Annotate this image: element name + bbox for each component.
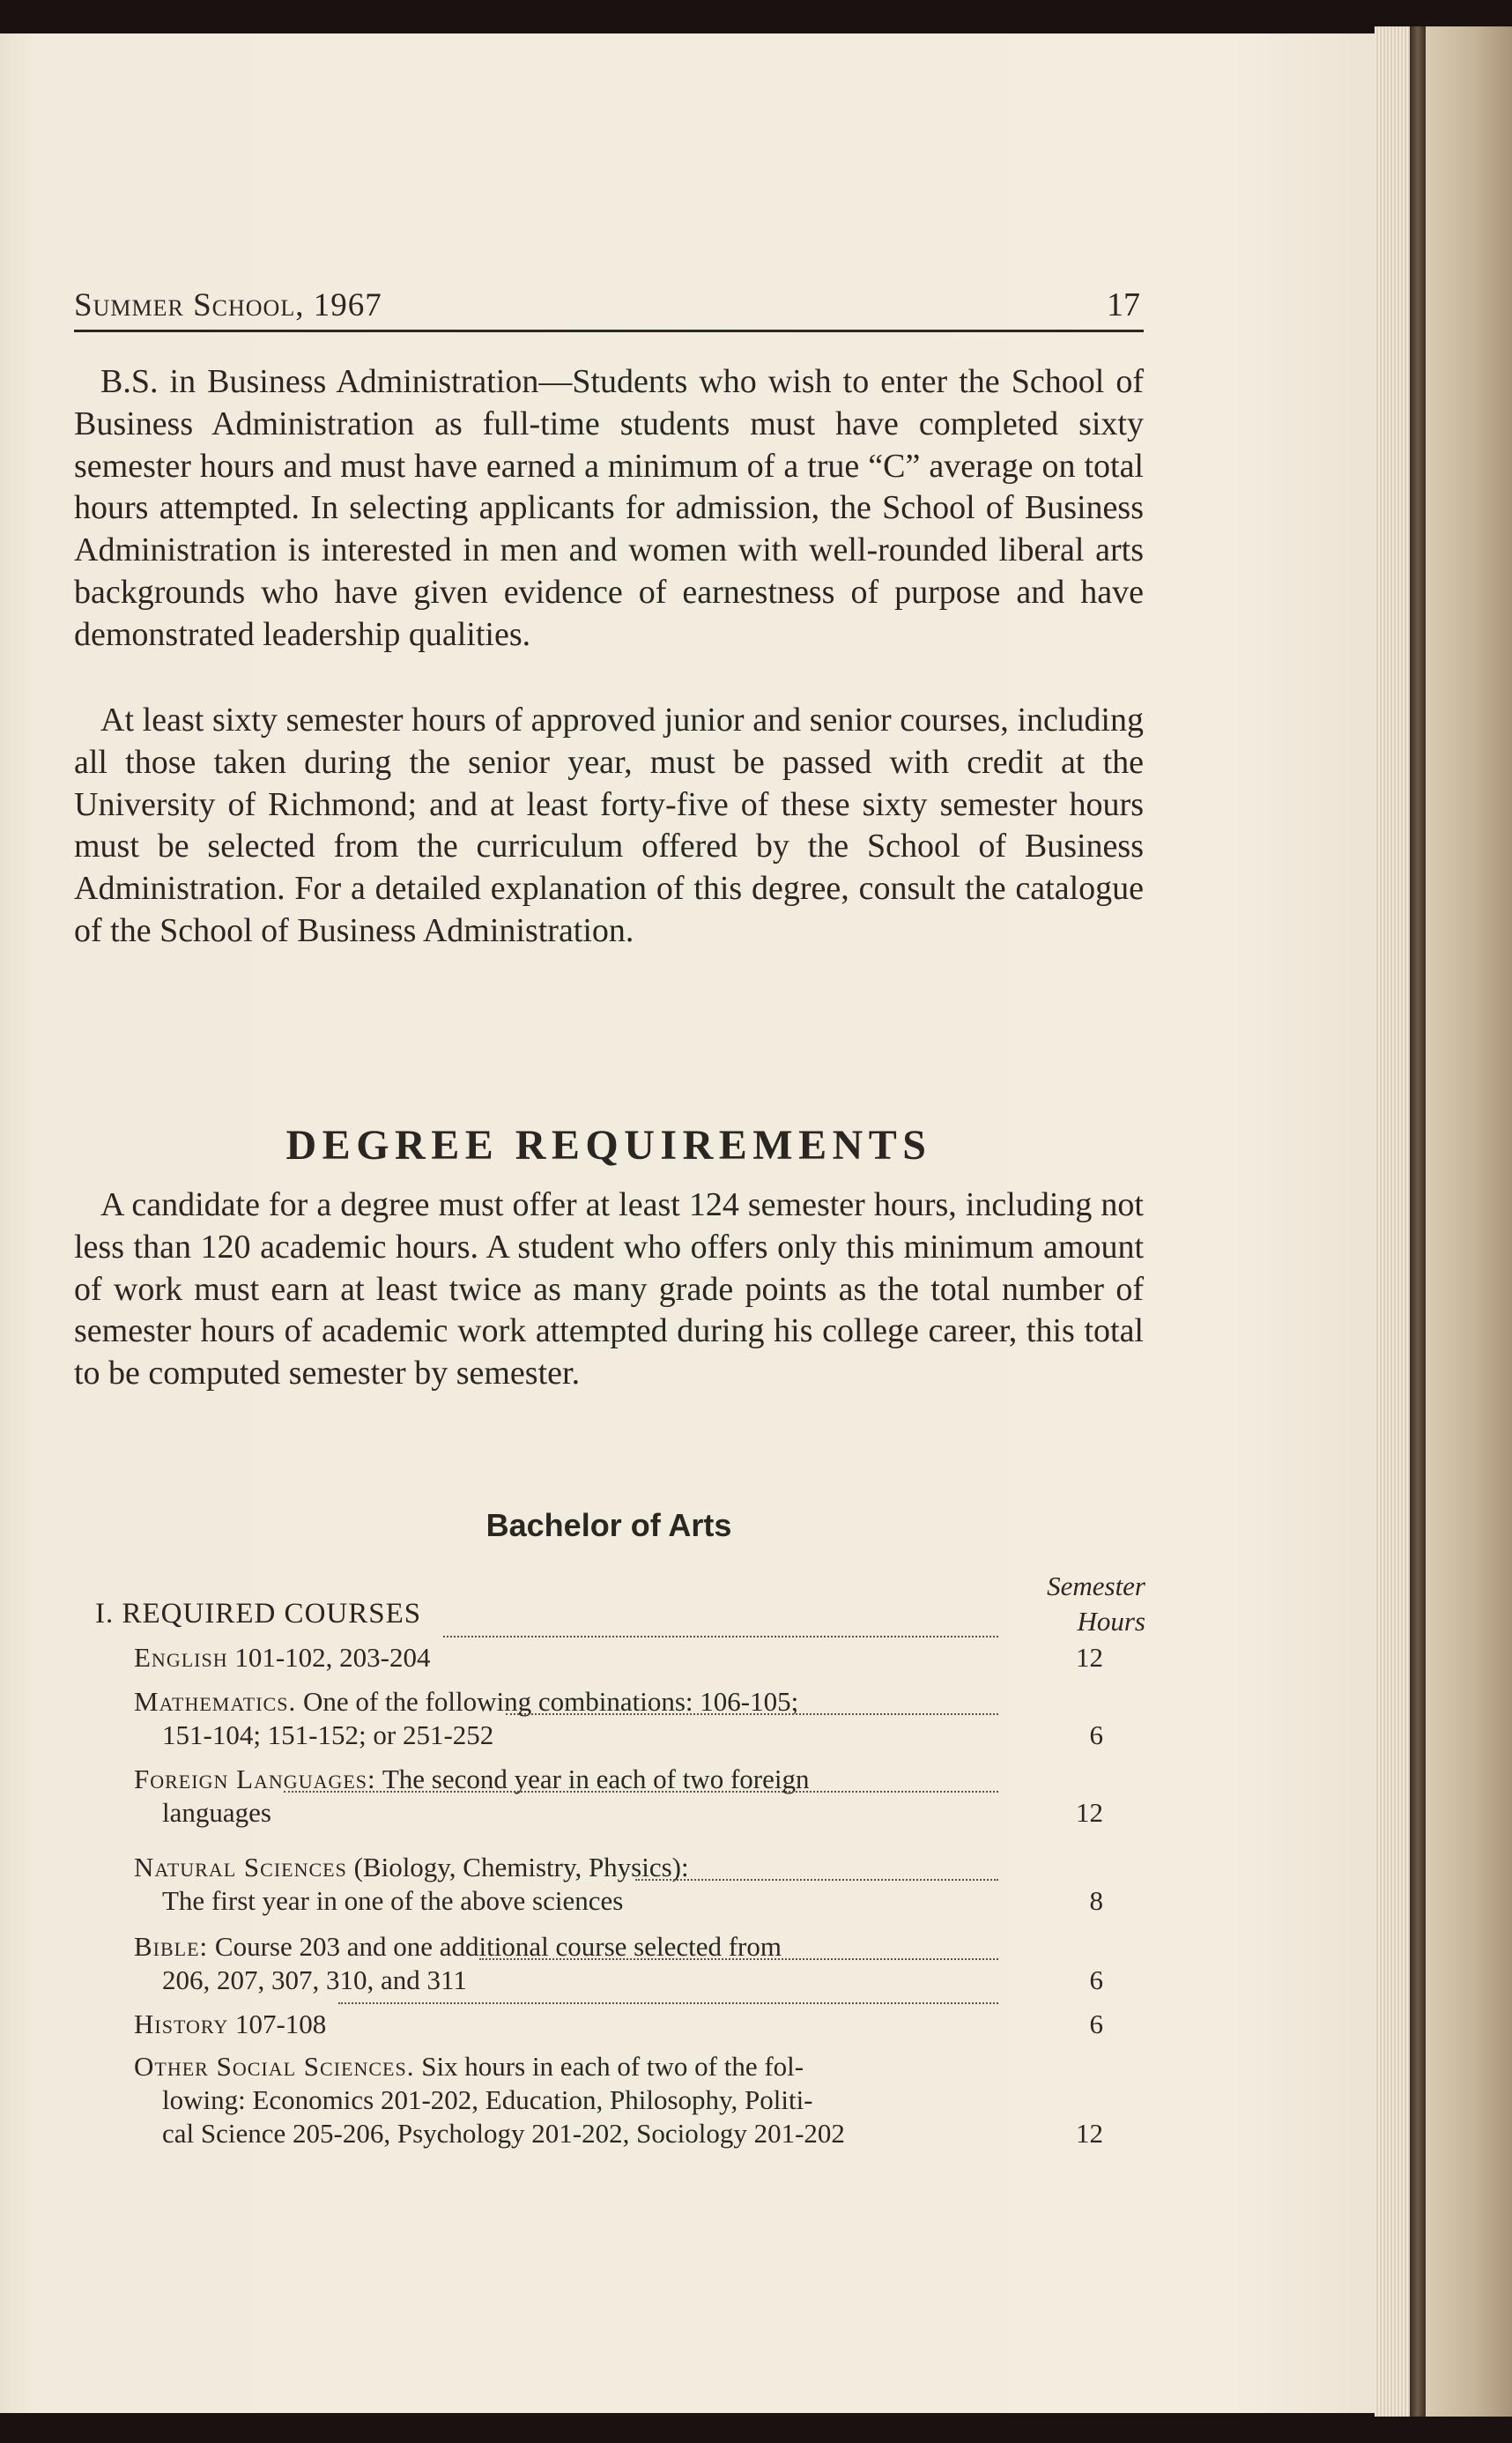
dot-leader [506, 1713, 998, 1715]
requirement-entry-foreign-languages [134, 1763, 1130, 1830]
subject-name: English [134, 1642, 228, 1673]
requirement-entry-other-social-sciences [134, 2050, 1130, 2150]
requirement-text-continued: cal Science 205-206, Psychology 201-202, Sociology 201-202 [162, 2118, 845, 2149]
requirement-entry-mathematics [134, 1685, 1130, 1752]
semester-hours-paragraph: At least sixty semester hours of approved junior and senior courses, including all those taken during the senior year, must be passed with credit at the University of Richmond; and at least forty-five of these sixty semester hours must be selected from the curriculum offered by the School of Business Administration. For a detailed explanation of this degree, consult the catalogue of the School of Business Administration. [74, 702, 1144, 949]
semester-hours-value: 12 [1076, 1797, 1103, 1828]
book-cover-edge [1426, 26, 1512, 2417]
column-header-semester: Semester [1047, 1570, 1145, 1601]
course-numbers: 101-102, 203-204 [234, 1642, 431, 1673]
dot-leader [443, 1636, 998, 1637]
requirement-entry-history [134, 2008, 1130, 2041]
requirement-text-continued: The first year in one of the above sciences [162, 1885, 624, 1916]
subject-name: Foreign Languages: [134, 1764, 376, 1794]
dot-leader [635, 1879, 998, 1881]
semester-hours-value: 12 [1076, 2118, 1103, 2149]
requirement-text-continued: languages [162, 1797, 271, 1828]
semester-hours-value: 8 [1089, 1885, 1103, 1916]
running-title: Summer School, 1967 [74, 287, 382, 323]
bachelor-of-arts-title: Bachelor of Arts [485, 1507, 732, 1543]
subject-name: Bible: [134, 1931, 209, 1962]
requirement-entry-natural-sciences [134, 1851, 1130, 1918]
dot-leader [338, 2002, 998, 2004]
dot-leader [479, 1958, 998, 1960]
requirement-entry-bible [134, 1930, 1130, 1997]
course-numbers: 206, 207, 307, 310, and 311 [162, 1964, 467, 1995]
dot-leader [284, 1791, 998, 1793]
subject-name: Other Social Sciences. [134, 2051, 415, 2082]
degree-requirements-paragraph: A candidate for a degree must offer at least 124 semester hours, including not less than 120 academic hours. A student who offers only this minimum amount of work must earn at least twice as many grade points as the total number of semester hours of academic work attempted during his college career, this total to be computed semester by semester. [74, 1186, 1144, 1392]
course-numbers: 107-108 [234, 2009, 327, 2039]
degree-requirements-title: DEGREE REQUIREMENTS [285, 1122, 932, 1169]
requirement-text: One of the following combinations: 106-105; [302, 1686, 799, 1717]
requirement-text: The second year in each of two foreign [382, 1764, 810, 1794]
requirement-entry-english [134, 1641, 1130, 1674]
semester-hours-column-header [1004, 1569, 1145, 1639]
requirement-text: Six hours in each of two of the fol- [421, 2051, 804, 2082]
page-header [74, 271, 1144, 332]
business-admin-paragraph: B.S. in Business Administration—Students who wish to enter the School of Business Administration as full-time students must have completed sixty semester hours and must have earned a minimum of a true “C” average on total hours attempted. In selecting applicants for admission, the School of Business Administration is interested in men and women with well-rounded liberal arts backgrounds who have given evidence of earnestness of purpose and have demonstrated leadership qualities. [74, 363, 1144, 653]
page-number: 17 [1107, 286, 1140, 323]
column-header-hours: Hours [1077, 1606, 1145, 1637]
requirement-text: (Biology, Chemistry, Physics): [353, 1852, 689, 1882]
requirement-text: Course 203 and one additional course selected from [214, 1931, 782, 1962]
subject-name: Mathematics. [134, 1686, 297, 1717]
book-spine-edge [1410, 26, 1426, 2417]
semester-hours-value: 6 [1089, 1719, 1103, 1750]
semester-hours-value: 12 [1076, 1642, 1103, 1673]
required-courses-heading: I. REQUIRED COURSES [95, 1598, 422, 1630]
semester-hours-value: 6 [1089, 2009, 1103, 2039]
subject-name: History [134, 2009, 229, 2039]
semester-hours-value: 6 [1089, 1964, 1103, 1995]
course-numbers: 151-104; 151-152; or 251-252 [162, 1719, 494, 1750]
requirement-text-continued: lowing: Economics 201-202, Education, Philosophy, Politi- [162, 2084, 813, 2115]
subject-name: Natural Sciences [134, 1852, 347, 1882]
